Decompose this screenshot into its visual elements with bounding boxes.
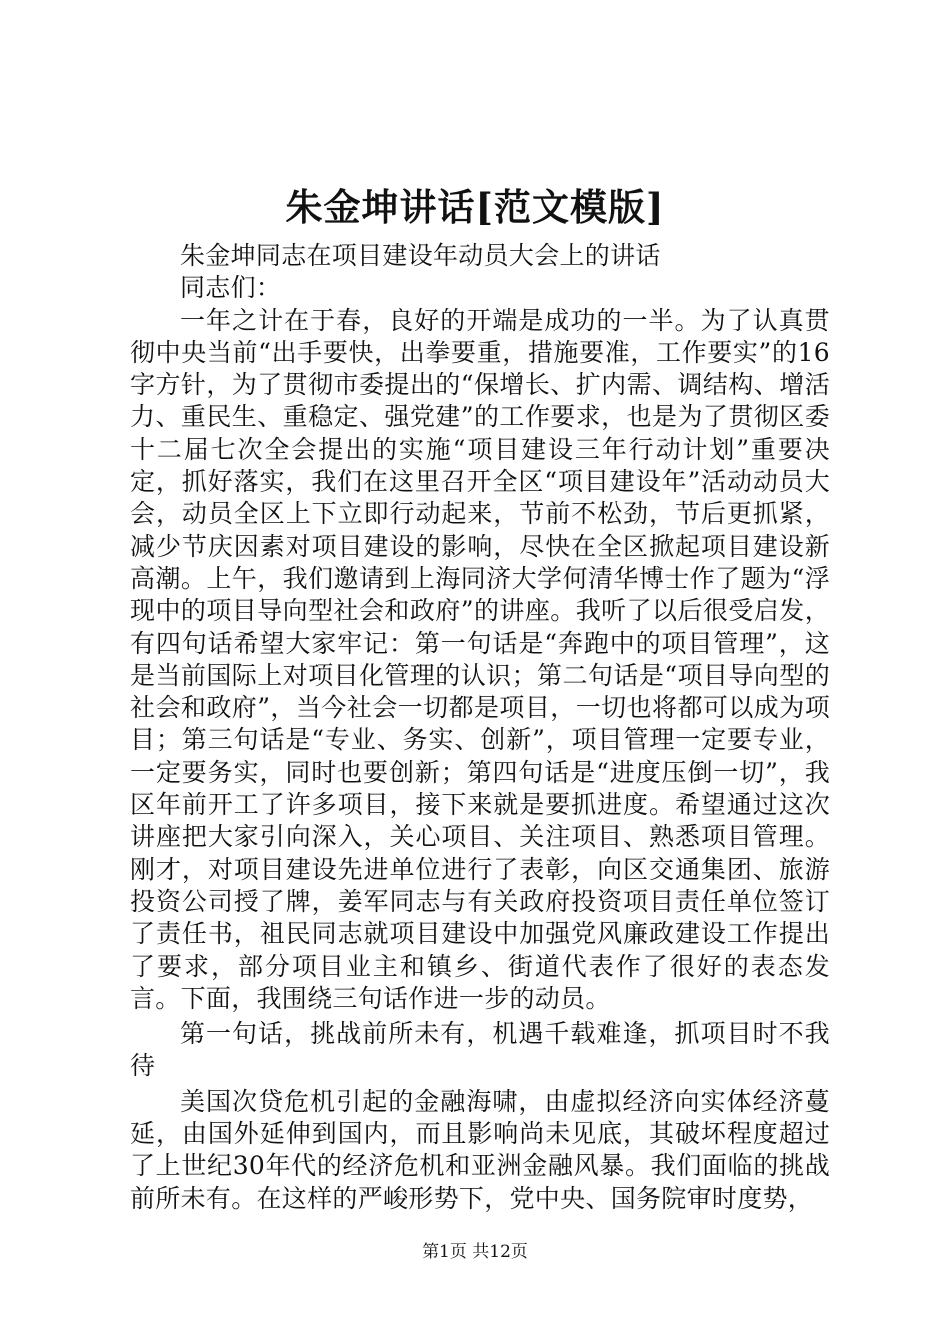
speech-heading: 朱金坤同志在项目建设年动员大会上的讲话 [180,241,661,270]
page-footer: 第1页 共12页 [422,1242,528,1262]
body-paragraph: 美国次贷危机引起的金融海啸，由虚拟经济向实体经济蔓延，由国外延伸到国内，而且影响尚未见底，其破坏程度超过了上世纪30年代的经济危机和亚洲金融风暴。我们面临的挑战前所未有。在这样的严峻形势下，党中央、国务院审时度势， [130,1086,830,1213]
salutation: 同志们： [180,273,282,303]
body-paragraph: 一年之计在于春，良好的开端是成功的一半。为了认真贯彻中央当前“出手要快，出拳要重，措施要准，工作要实”的16字方针，为了贯彻市委提出的“保增长、扩内需、调结构、增活力、重民生、重稳定、强党建”的工作要求，也是为了贯彻区委十二届七次全会提出的实施“项目建设三年行动计划”重要决定，抓好落实，我们在这里召开全区“项目建设年”活动动员大会，动员全区上下立即行动起来，节前不松劲，节后更抓紧，减少节庆因素对项目建设的影响，尽快在全区掀起项目建设新高潮。上午，我们邀请到上海同济大学何清华博士作了题为“浮现中的项目导向型社会和政府”的讲座。我听了以后很受启发，有四句话希望大家牢记：第一句话是“奔跑中的项目管理”，这是当前国际上对项目化管理的认识；第二句话是“项目导向型的社会和政府”，当今社会一切都是项目，一切也将都可以成为项目；第三句话是“专业、务实、创新”，项目管理一定要专业，一定要务实，同时也要创新；第四句话是“进度压倒一切”，我区年前开工了许多项目，接下来就是要抓进度。希望通过这次讲座把大家引向深入，关心项目、关注项目、熟悉项目管理。刚才，对项目建设先进单位进行了表彰，向区交通集团、旅游投资公司授了牌，姜军同志与有关政府投资项目责任单位签订了责任书，祖民同志就项目建设中加强党风廉政建设工作提出了要求，部分项目业主和镇乡、街道代表作了很好的表态发言。下面，我围绕三句话作进一步的动员。 [130,305,830,1013]
document-body [130,240,830,1215]
document-title: 朱金坤讲话[范文模版] [285,185,665,229]
section-heading: 第一句话，挑战前所未有，机遇千载难逢，抓项目时不我待 [130,1019,830,1081]
